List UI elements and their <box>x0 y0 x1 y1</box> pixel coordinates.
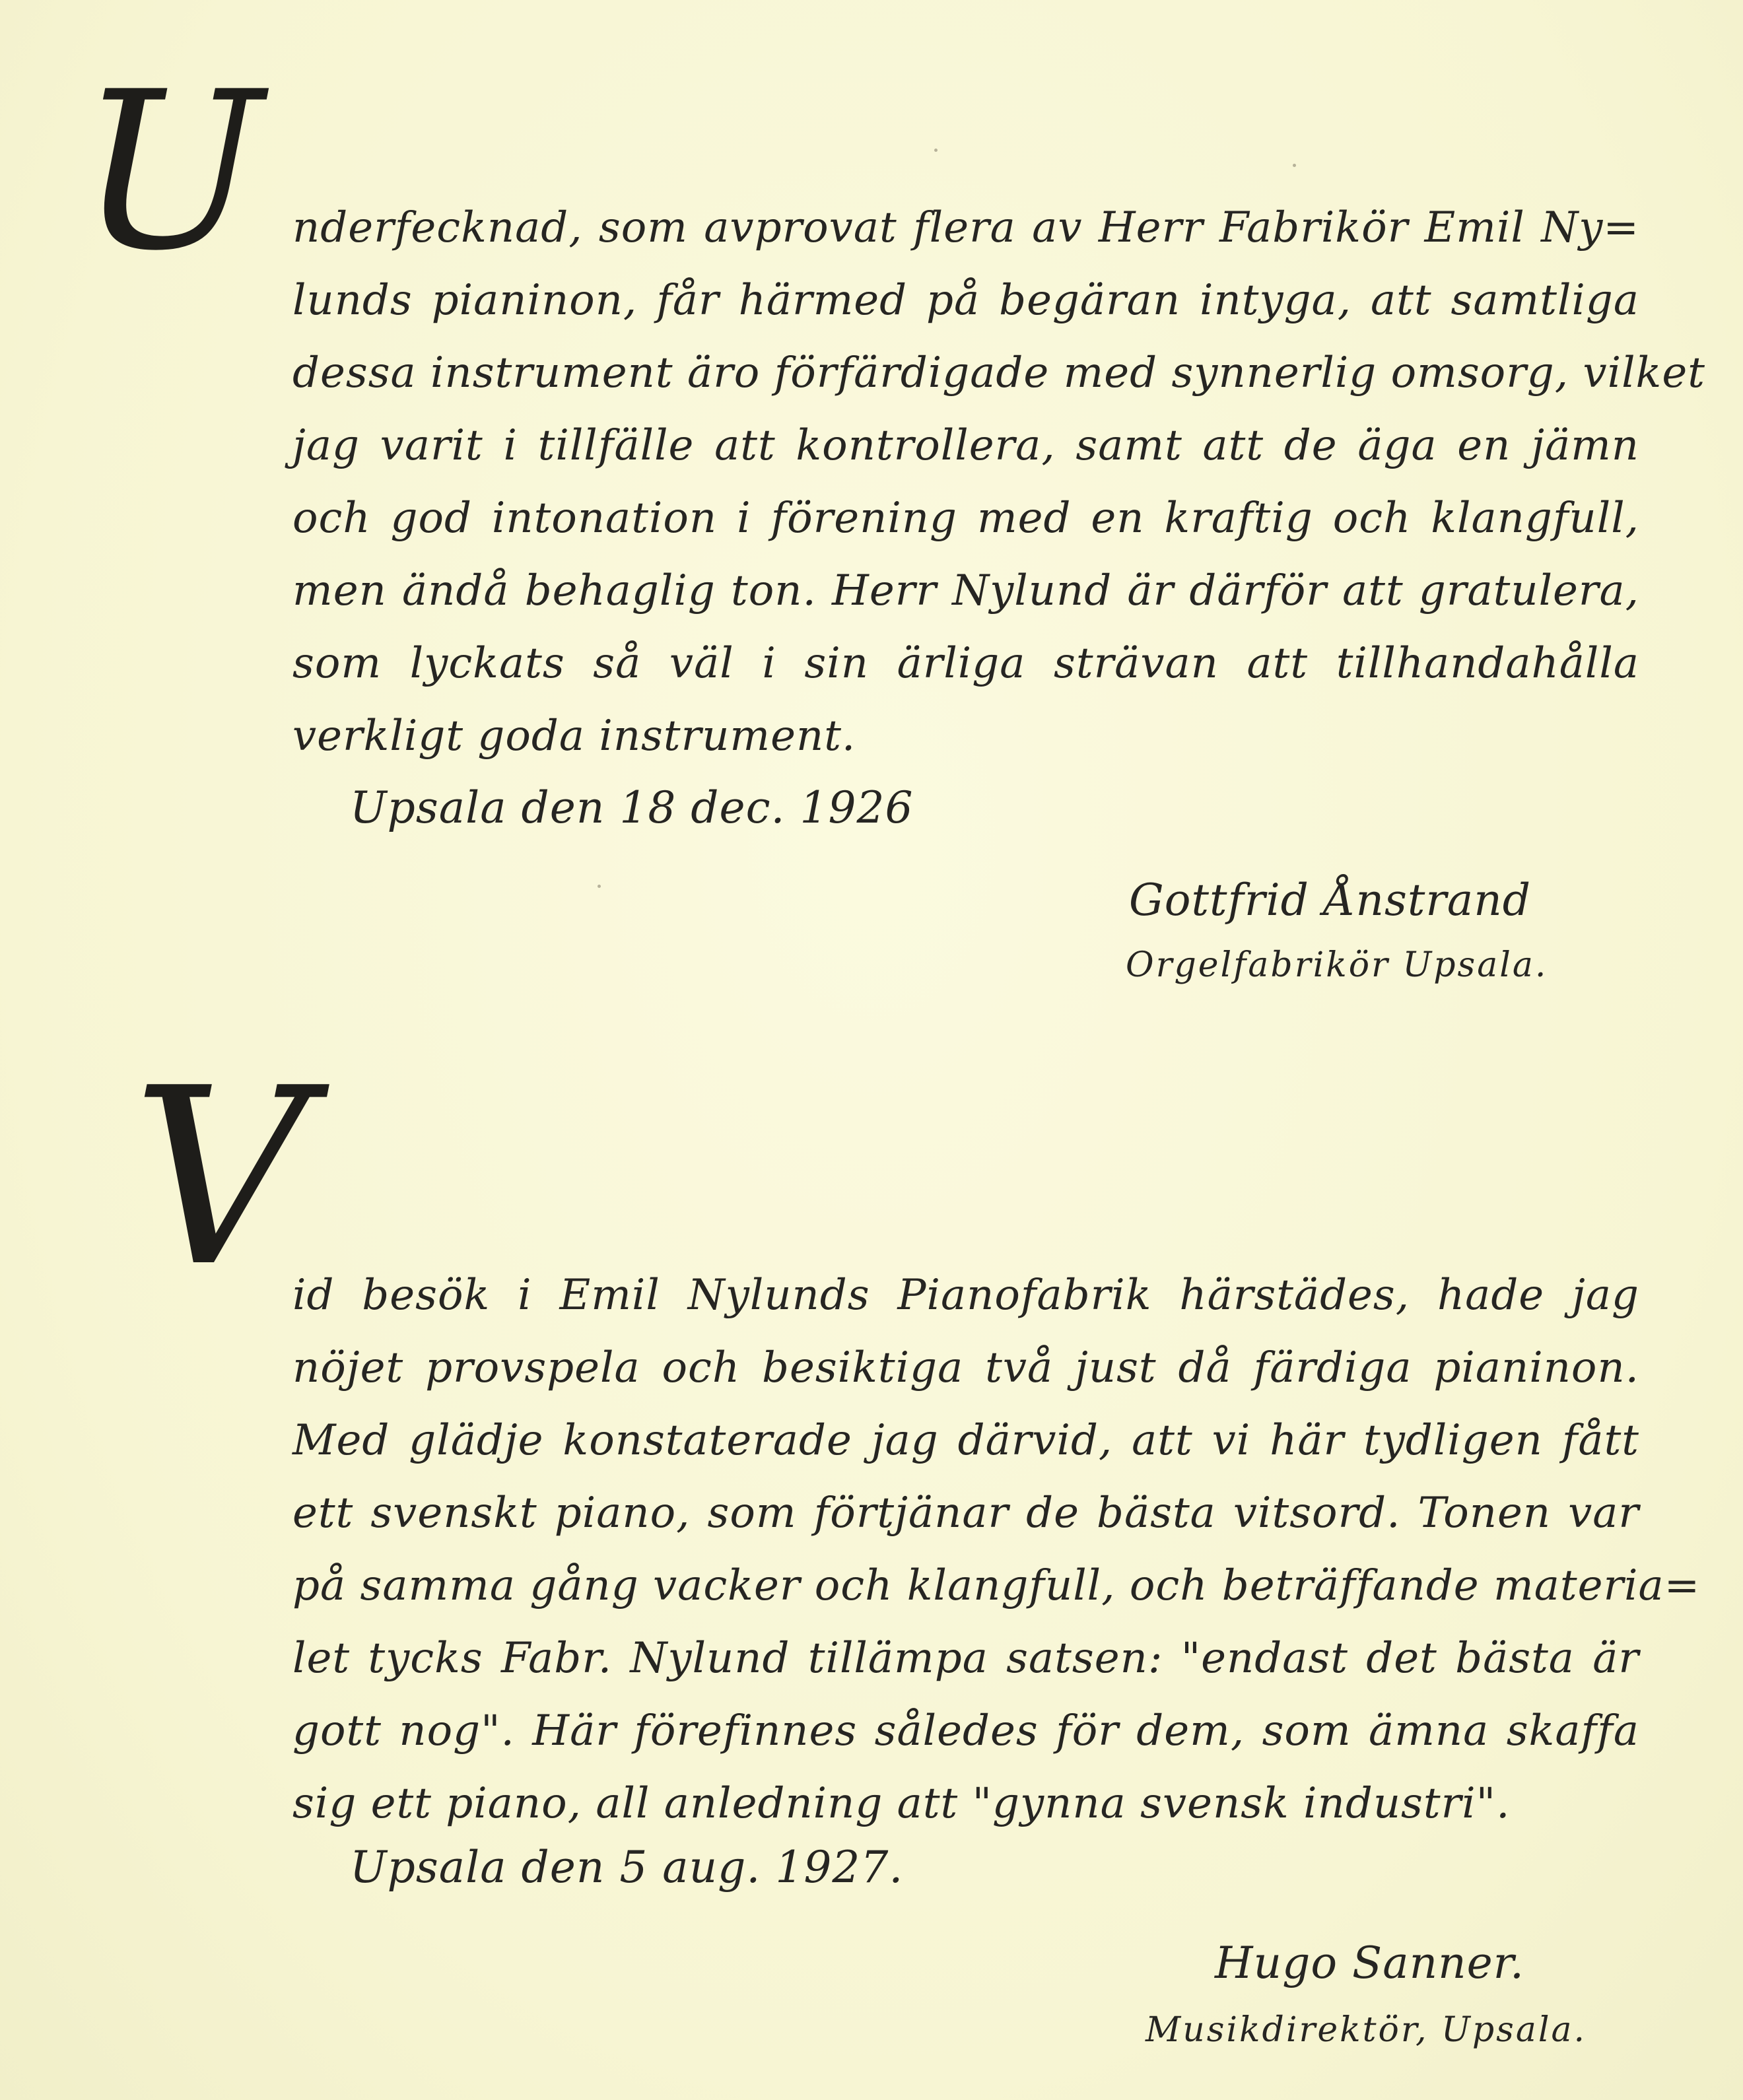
body-line: ett svenskt piano, som förtjänar de bästa vitsord. Tonen var <box>292 1489 1639 1538</box>
body-line: verkligt goda instrument. <box>292 712 856 761</box>
body-line: dessa instrument äro förfärdigade med synnerlig omsorg, vilket <box>292 349 1705 397</box>
body-line: let tycks Fabr. Nylund tillämpa satsen: "endast det bästa är <box>292 1634 1639 1683</box>
paper-speck <box>1293 164 1296 167</box>
signature-title: Orgelfabrikör Upsala. <box>1126 945 1548 985</box>
body-line: som lyckats så väl i sin ärliga strävan att tillhandahålla <box>292 639 1639 688</box>
signature-title: Musikdirektör, Upsala. <box>1145 2010 1587 2050</box>
drop-cap-initial: U <box>79 45 263 298</box>
body-line: nöjet provspela och besiktiga två just då färdiga pianinon. <box>292 1343 1639 1392</box>
paper-speck <box>934 149 938 152</box>
drop-cap-initial: V <box>132 1036 309 1320</box>
dateline: Upsala den 18 dec. 1926 <box>350 782 914 833</box>
letter-1-body <box>292 191 1705 772</box>
body-line: sig ett piano, all anledning att "gynna svensk industri". <box>292 1779 1511 1828</box>
body-line: men ändå behaglig ton. Herr Nylund är därför att gratulera, <box>292 566 1639 615</box>
body-line: på samma gång vacker och klangfull, och beträffande materia= <box>292 1561 1701 1610</box>
paper-speck <box>598 885 601 888</box>
body-line: lunds pianinon, får härmed på begäran intyga, att samtliga <box>292 276 1639 325</box>
dateline: Upsala den 5 aug. 1927. <box>350 1842 904 1893</box>
body-line: Med glädje konstaterade jag därvid, att vi här tydligen fått <box>292 1416 1639 1465</box>
body-line: id besök i Emil Nylunds Pianofabrik härstädes, hade jag <box>292 1271 1639 1320</box>
body-line: jag varit i tillfälle att kontrollera, samt att de äga en jämn <box>292 421 1639 470</box>
body-line: gott nog". Här förefinnes således för dem, som ämna skaffa <box>292 1707 1639 1755</box>
signature-name: Hugo Sanner. <box>1215 1938 1524 1988</box>
body-line: nderfecknad, som avprovat flera av Herr Fabrikör Emil Ny= <box>292 203 1639 252</box>
letter-2-body <box>292 1259 1701 1840</box>
signature-name: Gottfrid Ånstrand <box>1129 875 1532 926</box>
body-line: och god intonation i förening med en kraftig och klangfull, <box>292 494 1639 543</box>
